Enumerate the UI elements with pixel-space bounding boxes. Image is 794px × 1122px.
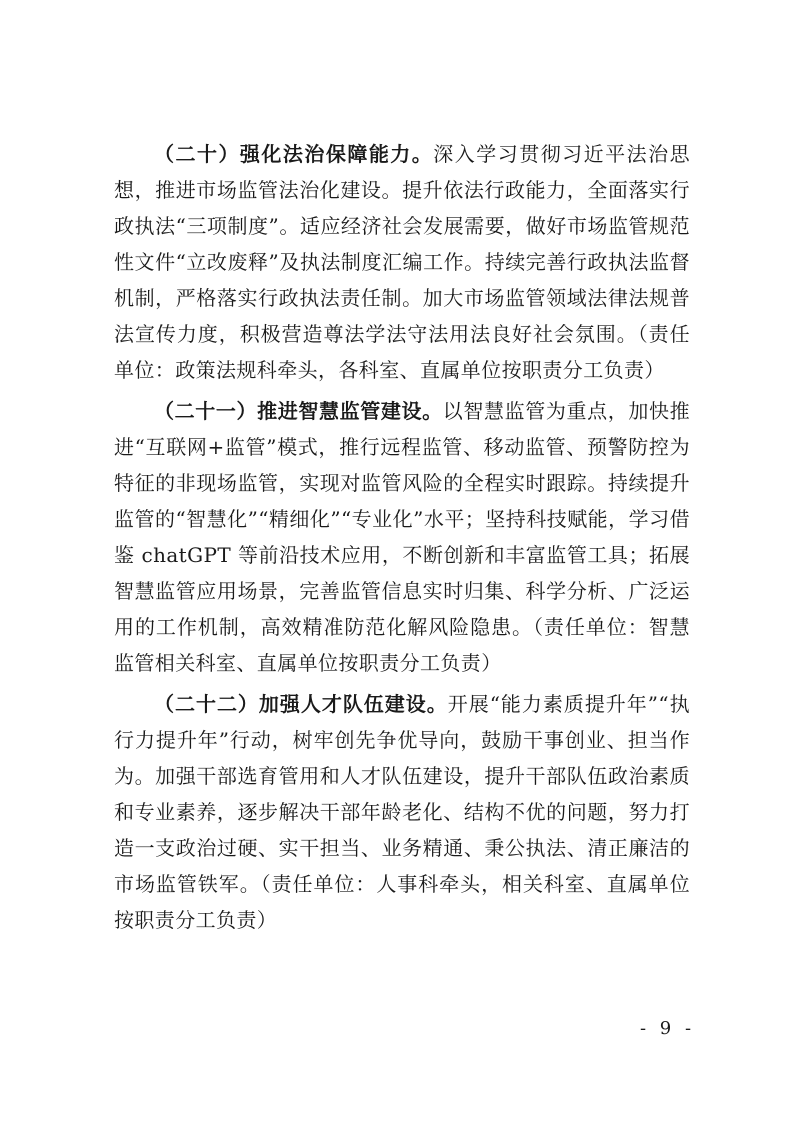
paragraph-smart-supervision	[114, 393, 690, 681]
paragraph-rule-of-law	[114, 136, 690, 388]
paragraph-heading: （二十）强化法治保障能力。	[154, 142, 434, 166]
paragraph-text: 开展“能力素质提升年”“执行力提升年”行动，树牢创先争优导向，鼓励干事创业、担当作为。加强干部选育管用和人才队伍建设，提升干部队伍政治素质和专业素养，逐步解决干部年龄老化、结构不优的问题，努力打造一支政治过硬、实干担当、业务精通、秉公执法、清正廉洁的市场监管铁军。（责任单位：人事科牵头，相关科室、直属单位按职责分工负责）	[114, 692, 690, 932]
paragraph-text: 深入学习贯彻习近平法治思想，推进市场监管法治化建设。提升依法行政能力，全面落实行政执法“三项制度”。适应经济社会发展需要，做好市场监管规范性文件“立改废释”及执法制度汇编工作。持续完善行政执法监督机制，严格落实行政执法责任制。加大市场监管领域法律法规普法宣传力度，积极营造尊法学法守法用法良好社会氛围。（责任单位：政策法规科牵头，各科室、直属单位按职责分工负责）	[114, 142, 690, 382]
document-body	[114, 136, 690, 943]
paragraph-heading: （二十二）加强人才队伍建设。	[154, 692, 448, 716]
paragraph-text: 以智慧监管为重点，加快推进“互联网+监管”模式，推行远程监管、移动监管、预警防控为特征的非现场监管，实现对监管风险的全程实时跟踪。持续提升监管的“智慧化”“精细化”“专业化”水平；坚持科技赋能，学习借鉴 chatGPT 等前沿技术应用，不断创新和丰富监管工具；拓展智慧监管应用场景，完善监管信息实时归集、科学分析、广泛运用的工作机制，高效精准防范化解风险隐患。（责任单位：智慧监管相关科室、直属单位按职责分工负责）	[114, 399, 690, 675]
paragraph-heading: （二十一）推进智慧监管建设。	[154, 399, 443, 423]
page-number: - 9 -	[640, 1018, 696, 1039]
paragraph-talent-team	[114, 686, 690, 938]
